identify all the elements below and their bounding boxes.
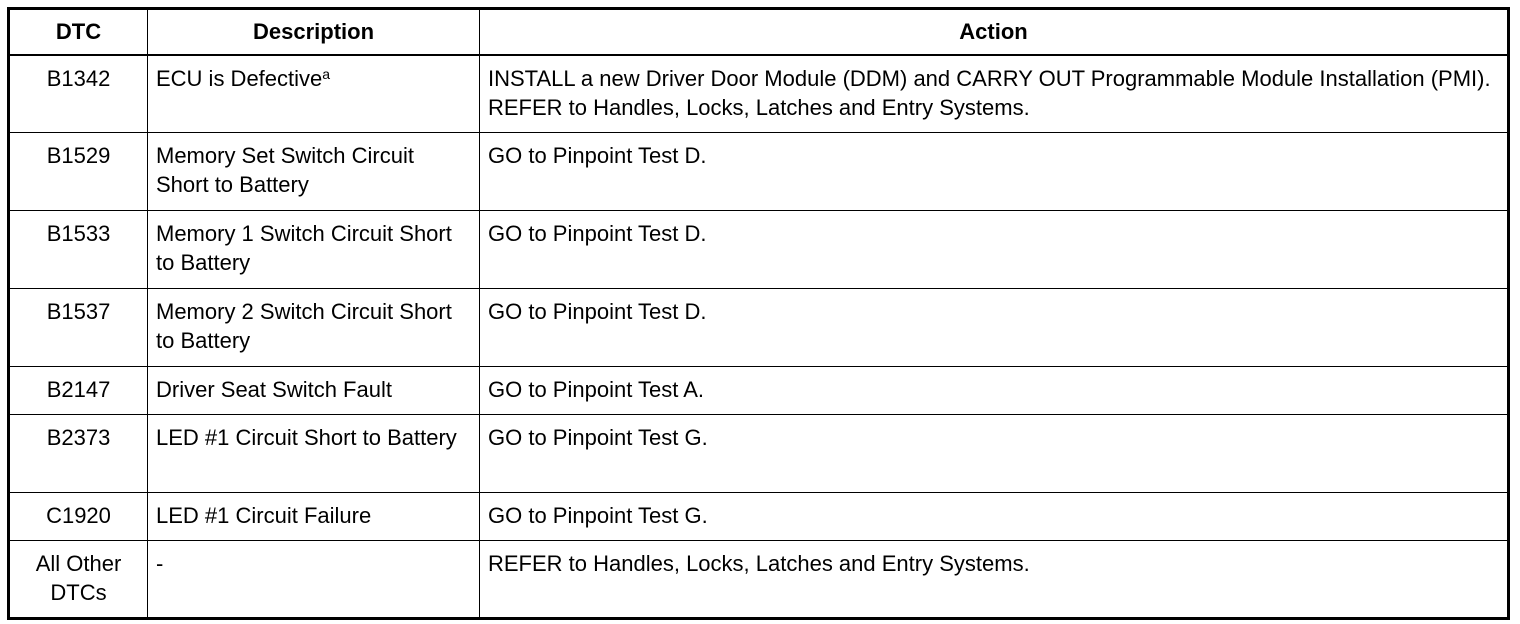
dtc-code-cell: B2373 bbox=[9, 415, 148, 493]
table-row bbox=[9, 367, 1509, 415]
dtc-code-cell: B1342 bbox=[9, 55, 148, 133]
table-row bbox=[9, 289, 1509, 367]
action-cell: GO to Pinpoint Test A. bbox=[480, 367, 1509, 415]
action-cell: GO to Pinpoint Test G. bbox=[480, 493, 1509, 541]
table-row bbox=[9, 211, 1509, 289]
dtc-code-cell: B1533 bbox=[9, 211, 148, 289]
table-header-row bbox=[9, 9, 1509, 55]
action-cell: GO to Pinpoint Test D. bbox=[480, 133, 1509, 211]
description-cell: - bbox=[148, 541, 480, 619]
table-row bbox=[9, 541, 1509, 619]
table-row bbox=[9, 493, 1509, 541]
dtc-code-cell: All Other DTCs bbox=[9, 541, 148, 619]
description-cell bbox=[148, 55, 480, 133]
action-cell: INSTALL a new Driver Door Module (DDM) and CARRY OUT Programmable Module Installation (PMI). REFER to Handles, Locks, Latches and Entry Systems. bbox=[480, 55, 1509, 133]
description-text: ECU is Defective bbox=[156, 65, 323, 91]
description-cell: LED #1 Circuit Short to Battery bbox=[148, 415, 480, 493]
dtc-table bbox=[7, 7, 1510, 620]
description-cell: Memory Set Switch Circuit Short to Battery bbox=[148, 133, 480, 211]
header-description: Description bbox=[148, 9, 480, 55]
action-cell: GO to Pinpoint Test D. bbox=[480, 211, 1509, 289]
description-cell: Driver Seat Switch Fault bbox=[148, 367, 480, 415]
action-cell: REFER to Handles, Locks, Latches and Entry Systems. bbox=[480, 541, 1509, 619]
action-cell: GO to Pinpoint Test G. bbox=[480, 415, 1509, 493]
table-row bbox=[9, 133, 1509, 211]
table-row bbox=[9, 55, 1509, 133]
dtc-code-cell: B1537 bbox=[9, 289, 148, 367]
header-action: Action bbox=[480, 9, 1509, 55]
footnote-marker: a bbox=[322, 65, 331, 82]
table-row bbox=[9, 415, 1509, 493]
header-dtc: DTC bbox=[9, 9, 148, 55]
description-cell: LED #1 Circuit Failure bbox=[148, 493, 480, 541]
dtc-code-cell: C1920 bbox=[9, 493, 148, 541]
description-cell: Memory 1 Switch Circuit Short to Battery bbox=[148, 211, 480, 289]
dtc-code-cell: B2147 bbox=[9, 367, 148, 415]
action-cell: GO to Pinpoint Test D. bbox=[480, 289, 1509, 367]
dtc-code-cell: B1529 bbox=[9, 133, 148, 211]
description-cell: Memory 2 Switch Circuit Short to Battery bbox=[148, 289, 480, 367]
